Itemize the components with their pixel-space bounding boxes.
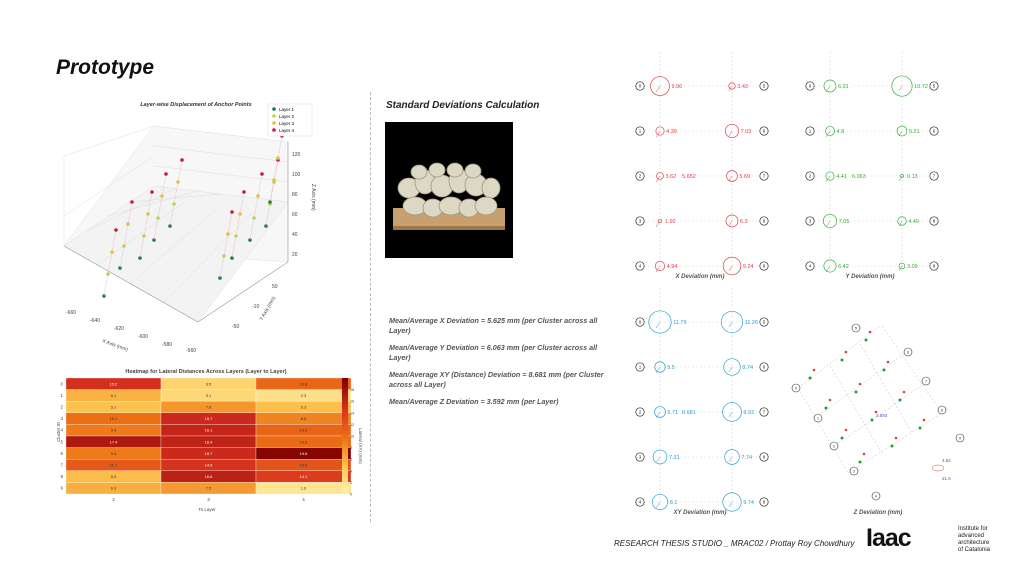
colorbar-segment (342, 419, 348, 422)
x-tick: -600 (138, 334, 149, 340)
colorbar-segment (342, 387, 348, 390)
svg-text:7: 7 (925, 379, 927, 384)
colorbar-segment (342, 390, 348, 393)
iaac-logo: Iaac (866, 524, 911, 552)
colorbar-segment (342, 384, 348, 387)
heatmap-row-label: 7 (60, 462, 63, 468)
colorbar-segment (342, 424, 348, 427)
cluster-id: 4 (808, 263, 812, 269)
deviation-value: 4.41 (836, 174, 847, 180)
deviation-value: 7.31 (668, 455, 680, 461)
scatter-legend (268, 104, 312, 136)
colorbar-segment (342, 393, 348, 396)
heatmap-cell-value: 16.6 (204, 474, 213, 480)
colorbar-segment (342, 456, 348, 459)
deviation-vector (656, 86, 660, 92)
heatmap-cell-value: 5.3 (300, 404, 307, 410)
institute-line: Institute for (958, 526, 988, 532)
institute-line: of Catalonia (958, 547, 991, 553)
deviation-value: 9.24 (742, 264, 754, 270)
svg-text:6: 6 (907, 350, 909, 355)
colorbar-segment (342, 453, 348, 456)
colorbar-tick: 16 (350, 399, 355, 404)
heatmap-cell-value: 9.4 (110, 427, 117, 433)
heatmap-row-label: 0 (60, 381, 63, 387)
heatmap-cell-value: 6.3 (110, 485, 117, 491)
heatmap-cell-value: 14.1 (299, 474, 308, 480)
cluster-id: 4 (638, 499, 642, 505)
heatmap-cell-value: 10.8 (299, 381, 308, 387)
deviation-value: 5.5 (667, 365, 675, 371)
z-tick: 100 (292, 172, 301, 178)
colorbar-tick: 10 (350, 434, 355, 439)
deviation-vector (729, 266, 732, 271)
colorbar-segment (342, 482, 348, 485)
x-tick: -640 (90, 318, 101, 324)
deviation-value: 6.42 (838, 264, 849, 270)
heatmap-xlabel: To Layer (198, 507, 216, 512)
x-tick: -660 (66, 310, 77, 316)
cluster-id: 8 (932, 218, 936, 224)
deviation-vector (826, 266, 830, 272)
heatmap-row-label: 9 (60, 485, 63, 491)
cluster-id: 1 (638, 364, 642, 370)
deviation-value: 10.72 (914, 84, 928, 90)
svg-text:9: 9 (959, 436, 961, 441)
svg-text:3: 3 (853, 469, 855, 474)
svg-text:5: 5 (855, 326, 857, 331)
colorbar-segment (342, 413, 348, 416)
heatmap-cell-value: 10.5 (299, 439, 308, 445)
heatmap-cell-value: 11.7 (109, 462, 118, 468)
colorbar-tick: 8 (350, 446, 353, 451)
deviation-vector (729, 457, 732, 462)
heatmap-col-label: 3 (207, 497, 210, 502)
svg-text:8: 8 (941, 408, 943, 413)
scatter-point (164, 172, 168, 176)
cluster-id: 8 (762, 218, 766, 224)
deviation-vector (899, 131, 902, 136)
deviation-value: 4.94 (666, 264, 678, 270)
deviation-value: 9.96 (671, 84, 683, 90)
deviation-value: 5.21 (908, 129, 920, 135)
cluster-id: 9 (932, 263, 936, 269)
z-mean-label: 3.593 (876, 413, 888, 418)
heatmap-col-label: 2 (112, 497, 115, 502)
deviation-value: 7.74 (741, 455, 753, 461)
z-tick: 80 (292, 192, 298, 198)
heatmap-ylabel: Cluster ID (56, 421, 61, 442)
z-tick: 60 (292, 212, 298, 218)
colorbar-segment (342, 462, 348, 465)
deviation-vector (729, 412, 732, 417)
deviation-value: 7.05 (838, 219, 850, 225)
heatmap-row-label: 5 (60, 439, 63, 445)
deviation-value: 4.39 (666, 129, 677, 135)
colorbar-segment (342, 448, 348, 451)
legend-marker (272, 107, 276, 111)
deviation-vector (729, 322, 732, 327)
deviation-value: 11.79 (673, 320, 687, 326)
heatmap-cell-value: 17.4 (109, 439, 118, 445)
deviation-value: 0.13 (907, 174, 918, 180)
legend-marker (272, 121, 276, 125)
cluster-id: 9 (762, 499, 766, 505)
deviation-vector (729, 131, 732, 136)
deviation-vector (729, 221, 732, 226)
heatmap-cell-value: 7.8 (205, 404, 212, 410)
x-tick: -620 (114, 326, 125, 332)
x-tick: -560 (186, 348, 197, 354)
colorbar-segment (342, 468, 348, 471)
scatter-point (230, 210, 234, 214)
deviation-vector (656, 457, 660, 463)
heatmap-cell-value: 14.9 (204, 462, 213, 468)
colorbar-segment (342, 442, 348, 445)
heatmap-cell-value: 7.5 (205, 485, 212, 491)
cluster-id: 3 (808, 218, 812, 224)
legend-entry: Layer 4 (279, 128, 295, 133)
deviation-value: 11.26 (744, 320, 759, 326)
heatmap-row-label: 2 (60, 404, 63, 410)
heatmap-cell-value: 19.6 (299, 450, 308, 456)
heatmap-cell-value: 16.1 (204, 427, 213, 433)
z-deviation-caption: Z Deviation (mm) (853, 510, 903, 516)
heatmap-cell-value: 15.7 (204, 416, 213, 422)
colorbar-segment (342, 398, 348, 401)
mean-deviation-stats (389, 316, 614, 414)
colorbar-segment (342, 422, 348, 425)
scatter-point (114, 228, 118, 232)
legend-entry: Layer 3 (279, 121, 295, 126)
deviation-diagrams (620, 48, 1020, 523)
heatmap-cell-value: 3.1 (205, 392, 212, 398)
z-deviation-diagram (792, 324, 964, 516)
z-tick: 20 (292, 252, 298, 258)
heatmap-row-label: 4 (60, 427, 63, 433)
heatmap-cell-value: 15.2 (109, 381, 118, 387)
cluster-id: 0 (638, 319, 642, 325)
cluster-id: 2 (638, 173, 642, 179)
heatmap-row-label: 6 (60, 450, 63, 456)
deviation-value: 3.09 (907, 264, 918, 270)
colorbar-segment (342, 436, 348, 439)
cluster-id: 7 (932, 173, 936, 179)
heatmap-cell-value: 9.4 (110, 450, 117, 456)
svg-text:2: 2 (833, 444, 835, 449)
legend-marker (272, 114, 276, 118)
colorbar-segment (342, 407, 348, 410)
z-deviation-marker (932, 465, 944, 471)
heatmap-cells (60, 378, 354, 502)
colorbar-segment (342, 381, 348, 384)
deviation-mean: 6.063 (852, 174, 866, 180)
slide-title: Prototype (56, 56, 155, 79)
heatmap-cell-value: 2.3 (300, 392, 307, 398)
deviation-value: 1.92 (665, 219, 676, 225)
cluster-id: 3 (638, 454, 642, 460)
heatmap-cell-value: 16.4 (204, 439, 213, 445)
deviation-mean: 8.681 (682, 410, 696, 416)
heatmap-row-label: 8 (60, 474, 63, 480)
cluster-id: 1 (638, 128, 642, 134)
deviation-value: 8.1 (669, 500, 678, 506)
cluster-id: 4 (638, 263, 642, 269)
colorbar-segment (342, 451, 348, 454)
deviation-vector (826, 221, 830, 227)
cluster-id: 6 (762, 364, 766, 370)
heatmap-cell-value: 12.2 (299, 462, 308, 468)
scatter-title: Layer-wise Displacement of Anchor Points (140, 102, 252, 108)
heatmap-row-label: 3 (60, 416, 63, 422)
y-tick: -50 (232, 324, 240, 330)
colorbar-segment (342, 430, 348, 433)
deviation-vector (656, 502, 660, 508)
colorbar-segment (342, 410, 348, 413)
cluster-id: 6 (762, 128, 766, 134)
scatter-point (130, 200, 134, 204)
colorbar-segment (342, 491, 348, 494)
institute-line: architecture (958, 540, 990, 546)
deviation-vector (826, 86, 830, 92)
deviation-value: 5.71 (667, 410, 679, 416)
scatter-grid (64, 126, 288, 322)
x-deviation-caption: X Deviation (mm) (675, 274, 725, 280)
cluster-id: 2 (638, 409, 642, 415)
deviation-vector (656, 131, 660, 137)
heatmap-row-label: 1 (60, 392, 63, 398)
prototype-photo (385, 122, 513, 258)
deviation-value: 9.92 (743, 410, 755, 416)
deviation-vector (729, 176, 732, 181)
legend-entry: Layer 1 (279, 107, 295, 112)
heatmap-col-label: 4 (302, 497, 305, 502)
institute-name (958, 526, 990, 554)
z-deviation-label: 21.6 (942, 476, 951, 481)
deviation-value: 7.03 (740, 129, 752, 135)
deviation-value: 8.74 (742, 365, 754, 371)
colorbar-segment (342, 471, 348, 474)
cluster-id: 7 (762, 173, 766, 179)
heatmap-cell-value: 3.5 (205, 381, 212, 387)
z-axis-label: Z Axis (mm) (310, 184, 316, 211)
deviation-mean: 5.652 (682, 174, 696, 180)
cluster-id: 5 (932, 83, 936, 89)
colorbar-segment (342, 433, 348, 436)
colorbar-segment (342, 439, 348, 442)
scatter-link (104, 274, 108, 296)
heatmap-cell-value: 6.1 (110, 392, 117, 398)
deviation-vector (729, 367, 732, 372)
legend-marker (272, 128, 276, 132)
x-axis-label: X Axis (mm) (101, 338, 129, 354)
colorbar-segment (342, 477, 348, 480)
colorbar-segment (342, 485, 348, 488)
scatter-point (150, 190, 154, 194)
colorbar-segment (342, 488, 348, 491)
colorbar-segment (342, 445, 348, 448)
deviation-value: 9.74 (743, 500, 754, 506)
deviation-value: 6.3 (739, 219, 748, 225)
x-tick: -580 (162, 342, 173, 348)
cluster-id: 6 (932, 128, 936, 134)
cluster-id: 2 (808, 173, 812, 179)
cluster-id: 7 (762, 409, 766, 415)
heatmap-cell-value: 10.1 (109, 416, 118, 422)
colorbar-segment (342, 480, 348, 483)
cluster-id: 1 (808, 128, 812, 134)
heatmap-cell-value: 5.5 (110, 474, 117, 480)
y-deviation-caption: Y Deviation (mm) (845, 274, 895, 280)
y-tick: -10 (252, 304, 260, 310)
institute-line: advanced (958, 533, 985, 539)
deviation-value: 5.69 (739, 174, 751, 180)
y-tick: 50 (272, 284, 278, 290)
mean-x-deviation: Mean/Average X Deviation = 5.625 mm (per Cluster across all Layer) (389, 316, 598, 335)
cluster-id: 9 (762, 263, 766, 269)
svg-text:0: 0 (795, 386, 797, 391)
mean-xy-deviation: Mean/Average XY (Distance) Deviation = 8.681 mm (per Cluster across all Layer) (389, 370, 604, 389)
scatter-point (260, 172, 264, 176)
cluster-id: 5 (762, 319, 766, 325)
colorbar-tick: 4 (350, 469, 353, 474)
colorbar-segment (342, 395, 348, 398)
scatter-point (242, 190, 246, 194)
deviation-value: 6.31 (837, 84, 849, 90)
section-divider (370, 92, 371, 522)
colorbar-segment (342, 465, 348, 468)
cluster-id: 8 (762, 454, 766, 460)
z-tick: 40 (292, 232, 298, 238)
deviation-value: 3.62 (665, 174, 677, 180)
cluster-id: 0 (638, 83, 642, 89)
z-tick: 120 (292, 152, 301, 158)
y-axis-label: Y Axis (mm) (258, 295, 278, 322)
colorbar-segment (342, 401, 348, 404)
deviation-value: 4.49 (908, 219, 919, 225)
deviation-value: 3.43 (737, 84, 748, 90)
deviation-value: 4.8 (836, 129, 845, 135)
heatmap-cell-value: 5.1 (110, 404, 117, 410)
colorbar-segment (342, 404, 348, 407)
colorbar-label: Lateral (XY) (mm) (358, 428, 363, 464)
scatter-3d-chart (56, 96, 356, 364)
mean-y-deviation: Mean/Average Y Deviation = 6.063 mm (per Cluster across all Layer) (389, 343, 598, 362)
legend-entry: Layer 2 (279, 114, 295, 119)
heatmap-cell-value: 1.9 (300, 485, 307, 491)
scatter-point (180, 158, 184, 162)
colorbar-segment (342, 378, 348, 381)
colorbar-segment (342, 416, 348, 419)
heatmap-chart (56, 368, 363, 514)
heatmap-title: Heatmap for Lateral Distances Across Layers (Layer to Layer) (125, 369, 287, 375)
xy-deviation-caption: XY Deviation (mm) (673, 510, 727, 516)
colorbar-segment (342, 427, 348, 430)
colorbar-segment (342, 459, 348, 462)
heatmap-cell-value: 10.9 (299, 427, 308, 433)
deviation-vector (729, 502, 732, 507)
colorbar-tick: 0 (350, 492, 353, 497)
colorbar-segment (342, 474, 348, 477)
heatmap-cell-value: 15.7 (204, 450, 213, 456)
std-section-title: Standard Deviations Calculation (386, 100, 540, 111)
svg-text:1: 1 (817, 416, 819, 421)
colorbar-tick: 18 (350, 388, 355, 393)
cluster-id: 3 (638, 218, 642, 224)
colorbar-tick: 14 (350, 411, 355, 416)
mean-z-deviation: Mean/Average Z Deviation = 3.592 mm (per Layer) (389, 397, 559, 406)
footer-credit: RESEARCH THESIS STUDIO _ MRAC02 / Prottay Roy Chowdhury (614, 539, 855, 548)
svg-text:4: 4 (875, 494, 877, 499)
deviation-vector (656, 221, 660, 227)
colorbar-tick: 6 (350, 457, 353, 462)
colorbar-tick: 2 (350, 480, 353, 485)
heatmap-cell-value: 8.8 (300, 416, 307, 422)
z-deviation-label: 4.62 (942, 458, 951, 463)
deviation-vector (656, 322, 660, 328)
cluster-id: 5 (762, 83, 766, 89)
deviation-vector (899, 86, 902, 91)
cluster-id: 0 (808, 83, 812, 89)
colorbar-tick: 12 (350, 422, 355, 427)
